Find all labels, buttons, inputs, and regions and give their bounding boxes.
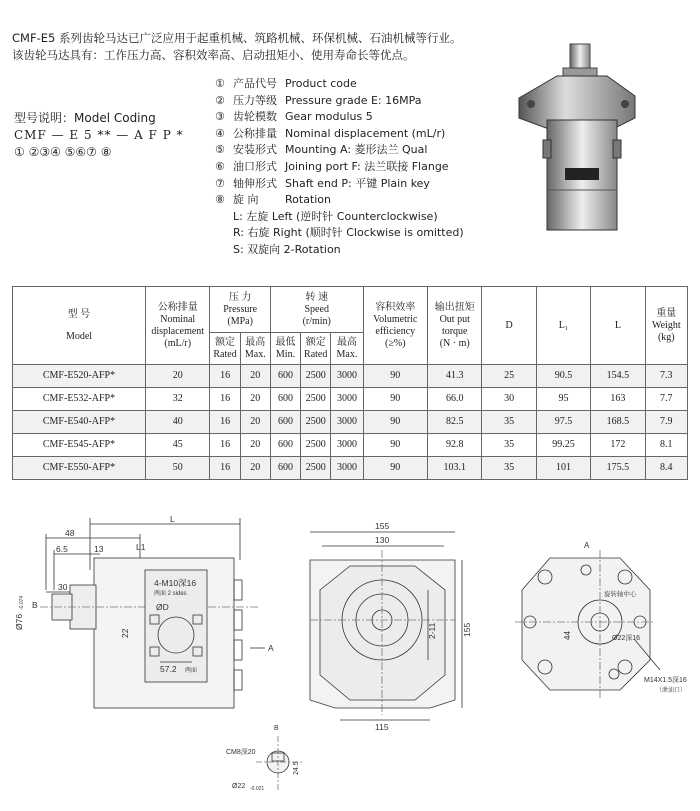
dim-130: 130 <box>375 535 390 545</box>
th-weight: 重量 Weight (kg) <box>645 287 687 365</box>
definition-key: 油口形式 <box>233 159 277 173</box>
spec-table <box>12 286 688 480</box>
definition-row <box>215 159 464 176</box>
dim-tol76: -0.074 <box>19 595 25 610</box>
definition-key: 轴伸形式 <box>233 176 277 190</box>
table-cell: 3000 <box>331 411 363 434</box>
table-cell: 600 <box>270 365 300 388</box>
table-cell: 20 <box>240 434 270 457</box>
front-view <box>310 532 462 720</box>
th-l: L <box>591 287 645 365</box>
definition-value: Nominal displacement (mL/r) <box>285 126 446 140</box>
table-row <box>13 365 688 388</box>
table-cell: 35 <box>482 434 536 457</box>
table-cell: 41.3 <box>428 365 482 388</box>
table-cell: 3000 <box>331 434 363 457</box>
table-row <box>13 411 688 434</box>
table-cell: 16 <box>210 434 240 457</box>
table-cell: 35 <box>482 457 536 480</box>
definition-row <box>215 93 464 110</box>
dim-30: 30 <box>58 582 68 592</box>
table-cell: 50 <box>145 457 209 480</box>
table-cell: 16 <box>210 411 240 434</box>
gear-motor-photo <box>507 40 657 240</box>
table-cell: 92.8 <box>428 434 482 457</box>
model-cell: CMF-E532-AFP* <box>13 388 146 411</box>
table-cell: 3000 <box>331 457 363 480</box>
dim-l1: L1 <box>136 542 146 552</box>
table-row <box>13 457 688 480</box>
table-cell: 90 <box>363 457 427 480</box>
table-cell: 20 <box>145 365 209 388</box>
dim-6-5: 6.5 <box>56 544 68 554</box>
table-cell: 16 <box>210 388 240 411</box>
table-cell: 600 <box>270 411 300 434</box>
table-cell: 154.5 <box>591 365 645 388</box>
definition-row <box>215 225 464 242</box>
definition-key: 旋 向 <box>233 193 259 207</box>
dim-phi-d: ØD <box>156 602 169 612</box>
definition-row <box>215 109 464 126</box>
dim-l: L <box>170 514 175 524</box>
table-cell: 600 <box>270 457 300 480</box>
table-cell: 2500 <box>301 388 331 411</box>
th-max: 最高 Max. <box>240 333 270 365</box>
th-speed: 转 速 Speed (r/min) <box>270 287 363 333</box>
table-cell: 16 <box>210 365 240 388</box>
definition-value: Mounting A: 菱形法兰 Qual <box>285 143 428 157</box>
dim-48: 48 <box>65 528 75 538</box>
table-cell: 20 <box>240 411 270 434</box>
dim-m10: 4-M10深16 <box>154 578 197 588</box>
intro-text: CMF-E5 系列齿轮马达已广泛应用于起重机械、筑路机械、环保机械、石油机械等行业。该齿轮马达具有：工作压力高、容积效率高、启动扭矩小、使用寿命长等优点。 <box>12 31 462 62</box>
th-speed-rated: 额定 Rated <box>301 333 331 365</box>
model-cell: CMF-E540-AFP* <box>13 411 146 434</box>
dim-m14: M14X1.5深16 <box>644 677 687 684</box>
table-cell: 25 <box>482 365 536 388</box>
th-model: 型 号 Model <box>13 287 146 365</box>
table-cell: 7.9 <box>645 411 687 434</box>
dim-22: 22 <box>120 628 130 638</box>
definition-number: ⑦ <box>215 176 225 190</box>
table-cell: 16 <box>210 457 240 480</box>
definition-row <box>215 176 464 193</box>
model-code: CMF — E 5 ** — A F P * <box>14 128 184 142</box>
table-cell: 82.5 <box>428 411 482 434</box>
definition-value: Rotation <box>285 193 332 207</box>
side-view <box>40 518 265 708</box>
dim-57-2-note: 两面 <box>185 668 198 674</box>
model-cell: CMF-E550-AFP* <box>13 457 146 480</box>
definition-number: ③ <box>215 110 225 124</box>
code-definitions <box>215 76 464 259</box>
dim-2-11: 2-11 <box>427 622 437 639</box>
table-cell: 2500 <box>301 434 331 457</box>
table-cell: 90 <box>363 388 427 411</box>
table-cell: 2500 <box>301 457 331 480</box>
table-cell: 32 <box>145 388 209 411</box>
table-cell: 3000 <box>331 388 363 411</box>
table-cell: 20 <box>240 365 270 388</box>
dim-tol22: -0.021 <box>250 786 265 792</box>
definition-value: L: 左旋 Left (逆时针 Counterclockwise) <box>233 209 438 223</box>
table-cell: 600 <box>270 388 300 411</box>
table-cell: 175.5 <box>591 457 645 480</box>
definition-key: 产品代号 <box>233 77 277 90</box>
dim-155-side: 155 <box>462 622 472 637</box>
dim-b: B <box>32 600 38 610</box>
technical-drawings <box>10 510 700 810</box>
table-cell: 90.5 <box>536 365 590 388</box>
table-cell: 90 <box>363 365 427 388</box>
dim-57-2: 57.2 <box>160 664 177 674</box>
dim-44: 44 <box>563 631 572 640</box>
table-cell: 163 <box>591 388 645 411</box>
table-cell: 40 <box>145 411 209 434</box>
table-cell: 95 <box>536 388 590 411</box>
dim-m14-note: （泄油口） <box>656 688 687 694</box>
dim-a-flange: A <box>584 541 590 550</box>
table-row <box>13 434 688 457</box>
th-volumetric: 容积效率 Volumetric efficiency (≥%) <box>363 287 427 365</box>
dim-m10-note: 两面 2 sides <box>154 591 187 597</box>
table-cell: 103.1 <box>428 457 482 480</box>
definition-value: S: 双旋向 2-Rotation <box>233 242 341 256</box>
dim-phi22: Ø22 <box>232 783 246 790</box>
table-cell: 600 <box>270 434 300 457</box>
table-cell: 3000 <box>331 365 363 388</box>
definition-value: R: 右旋 Right (顺时针 Clockwise is omitted) <box>233 226 464 240</box>
table-cell: 7.7 <box>645 388 687 411</box>
definition-value: Joining port F: 法兰联接 Flange <box>285 159 449 173</box>
definition-row <box>215 126 464 143</box>
th-displacement: 公称排量 Nominal displacement (mL/r) <box>145 287 209 365</box>
definition-key: 齿轮模数 <box>233 110 277 124</box>
model-coding-title: 型号说明：Model Coding <box>14 111 156 125</box>
definition-row <box>215 142 464 159</box>
definition-value: Shaft end P: 平键 Plain key <box>285 176 430 190</box>
table-cell: 90 <box>363 411 427 434</box>
definition-row <box>215 76 464 93</box>
definition-value: Product code <box>285 77 357 90</box>
th-l1: L₁ <box>536 287 590 365</box>
th-pressure: 压 力 Pressure (MPa) <box>210 287 270 333</box>
model-code-numbers: ① ②③④ ⑤⑥⑦ ⑧ <box>14 145 112 159</box>
dim-155-top: 155 <box>375 521 390 531</box>
definition-number: ⑤ <box>215 143 225 157</box>
definition-row <box>215 209 464 226</box>
model-cell: CMF-E520-AFP* <box>13 365 146 388</box>
dim-115: 115 <box>375 722 389 732</box>
th-speed-max: 最高 Max. <box>331 333 363 365</box>
dim-rotation-center: 旋转轴中心 <box>604 591 637 598</box>
table-cell: 66.0 <box>428 388 482 411</box>
dim-a: A <box>268 643 274 653</box>
definition-row <box>215 192 464 209</box>
definition-key: 压力等级 <box>233 93 277 107</box>
definition-number: ① <box>215 77 225 90</box>
definition-row <box>215 242 464 259</box>
definition-key: 安装形式 <box>233 143 277 157</box>
th-speed-min: 最低 Min. <box>270 333 300 365</box>
table-cell: 35 <box>482 411 536 434</box>
dim-13: 13 <box>94 544 104 554</box>
model-cell: CMF-E545-AFP* <box>13 434 146 457</box>
dim-b-section: B <box>274 725 279 732</box>
th-rated: 额定 Rated <box>210 333 240 365</box>
definition-value: Gear modulus 5 <box>285 110 373 124</box>
definition-number: ④ <box>215 126 225 140</box>
table-cell: 97.5 <box>536 411 590 434</box>
flange-view <box>515 550 660 698</box>
table-cell: 20 <box>240 388 270 411</box>
table-cell: 101 <box>536 457 590 480</box>
table-cell: 8.1 <box>645 434 687 457</box>
table-cell: 7.3 <box>645 365 687 388</box>
table-cell: 168.5 <box>591 411 645 434</box>
table-row <box>13 388 688 411</box>
dim-24-5: 24.5 <box>293 761 300 775</box>
table-cell: 2500 <box>301 365 331 388</box>
definition-number: ⑧ <box>215 193 225 207</box>
dim-phi76: Ø76 <box>14 613 24 630</box>
definition-number: ② <box>215 93 225 107</box>
th-d: D <box>482 287 536 365</box>
dim-cm8: CM8深20 <box>226 749 256 756</box>
table-cell: 99.25 <box>536 434 590 457</box>
dim-phi22-depth: Ø22深16 <box>612 635 641 642</box>
definition-key: 公称排量 <box>233 126 277 140</box>
th-torque: 输出扭矩 Out put torque (N · m) <box>428 287 482 365</box>
definition-value: Pressure grade E: 16MPa <box>285 93 422 107</box>
table-cell: 20 <box>240 457 270 480</box>
table-cell: 2500 <box>301 411 331 434</box>
definition-number: ⑥ <box>215 159 225 173</box>
table-cell: 90 <box>363 434 427 457</box>
table-cell: 172 <box>591 434 645 457</box>
table-cell: 30 <box>482 388 536 411</box>
table-cell: 45 <box>145 434 209 457</box>
table-cell: 8.4 <box>645 457 687 480</box>
